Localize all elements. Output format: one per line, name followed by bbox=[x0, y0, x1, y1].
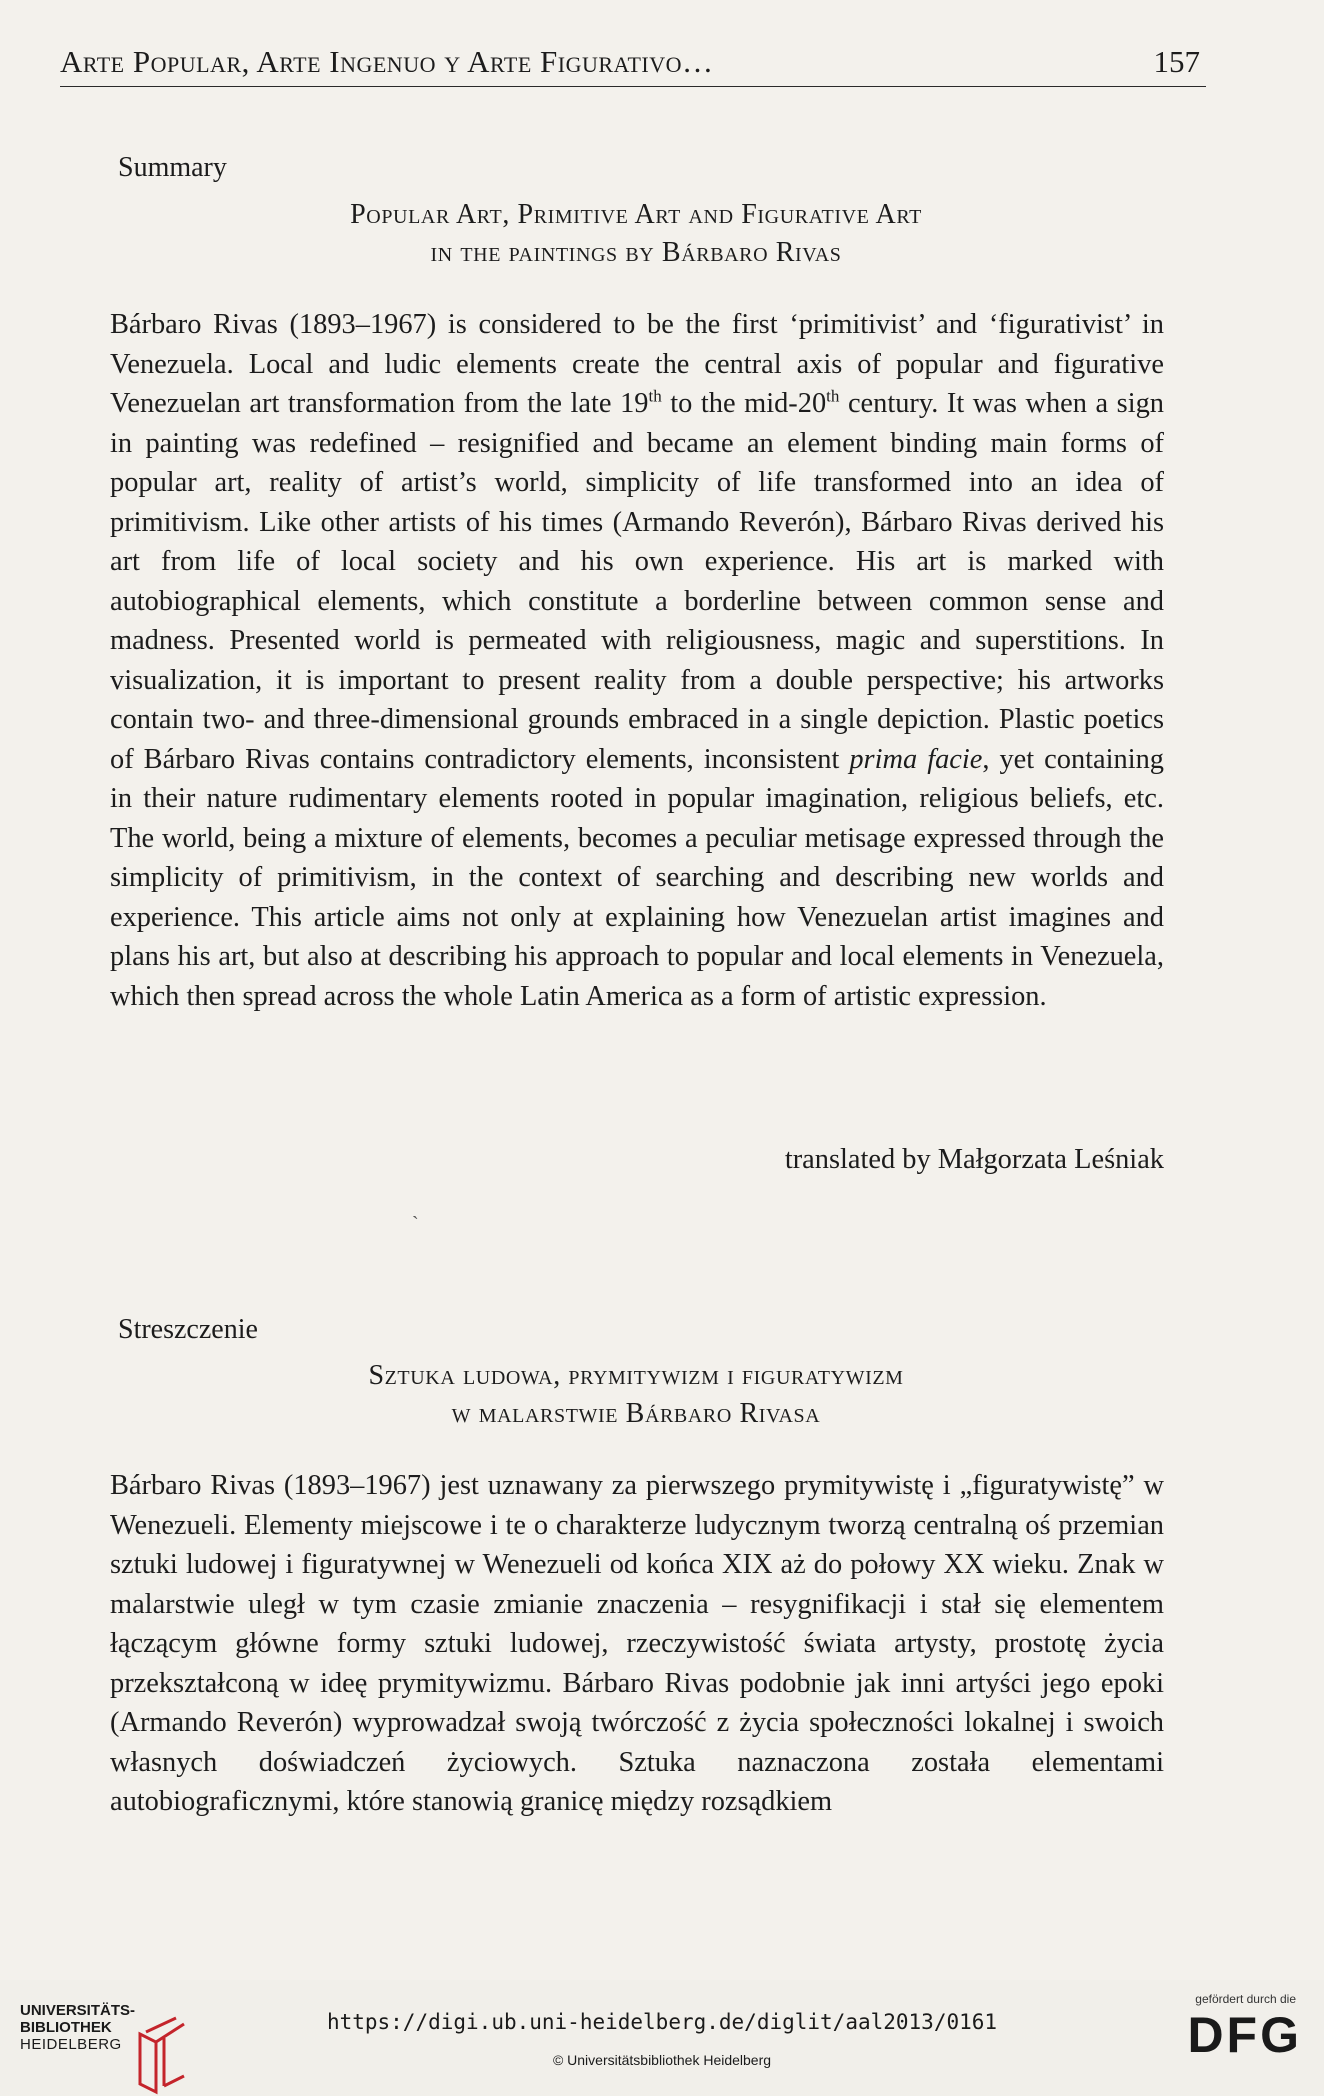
translator-credit: translated by Małgorzata Leśniak bbox=[784, 1144, 1164, 1175]
stray-mark: ` bbox=[412, 1213, 419, 1235]
summary-title-line-1: Popular Art, Primitive Art and Figurative Art bbox=[350, 199, 922, 230]
streszczenie-title-line-2: w malarstwie Bárbaro Rivasa bbox=[451, 1398, 821, 1429]
summary-body bbox=[110, 305, 1164, 1016]
streszczenie-label: Streszczenie bbox=[118, 1314, 258, 1345]
copyright-notice: © Universitätsbibliothek Heidelberg bbox=[552, 2052, 772, 2068]
library-name-line-2: BIBLIOTHEK bbox=[20, 2019, 112, 2036]
summary-title bbox=[110, 196, 1162, 272]
page-number: 157 bbox=[1153, 44, 1200, 79]
library-name-line-3: HEIDELBERG bbox=[20, 2036, 122, 2053]
streszczenie-text: Bárbaro Rivas (1893–1967) jest uznawany za pierwszego prymitywistę i „figuratywistę” w Wenezueli. Elementy miejscowe i te o charakterze ludycznym tworzą centralną oś przemian sztuki ludowej i figuratywnej w Wenezueli od końca XIX aż do połowy XX wieku. Znak w malarstwie uległ w tym czasie zmianie znaczenia – resygnifikacji i stał się elementem łączącym główne formy sztuki ludowej, rzeczywistość świata artysty, prostotę życia przekształconą w ideę prymitywizmu. Bárbaro Rivas podobnie jak inni artyści jego epoki (Armando Reverón) wyprowadzał swoją twórczość z życia społeczności lokalnej i swoich własnych doświadczeń życiowych. Sztuka naznaczona została elementami autobiograficznymi, które stanowią granicę między rozsądkiem bbox=[110, 1470, 1164, 1817]
dfg-logo[interactable]: DFG bbox=[1187, 2007, 1302, 2063]
library-name-line-1: UNIVERSITÄTS- bbox=[20, 2002, 136, 2019]
summary-title-line-2: in the paintings by Bárbaro Rivas bbox=[430, 237, 842, 268]
funder-label: gefördert durch die bbox=[1195, 1992, 1296, 2006]
summary-text: Bárbaro Rivas (1893–1967) is considered to be the first ‘primitivist’ and ‘figurativist’ in Venezuela. Local and ludic elements create the central axis of popular and figurative Venezuelan art transformation from the late 19th to the mid-20th century. It was when a sign in painting was redefined – resignified and became an element binding main forms of popular art, reality of artist’s world, simplicity of life transformed into an idea of primitivism. Like other artists of his times (Armando Reverón), Bárbaro Rivas derived his art from life of local society and his own experience. His art is marked with autobiographical elements, which constitute a borderline between common sense and madness. Presented world is permeated with religiousness, magic and superstitions. In visualization, it is important to present reality from a double perspective; his artworks contain two- and three-dimensional grounds embraced in a single depiction. Plastic poetics of Bárbaro Rivas contains contradictory elements, inconsistent prima facie, yet containing in their nature rudimentary elements rooted in popular imagination, religious beliefs, etc. The world, being a mixture of elements, becomes a peculiar metisage expressed through the simplicity of primitivism, in the context of searching and describing new worlds and experience. This article aims not only at explaining how Venezuelan artist imagines and plans his art, but also at describing his approach to popular and local elements in Venezuela, which then spread across the whole Latin America as a form of artistic expression. bbox=[110, 309, 1165, 1012]
streszczenie-title-line-1: Sztuka ludowa, prymitywizm i figuratywizm bbox=[368, 1360, 904, 1391]
streszczenie-body bbox=[110, 1466, 1164, 1822]
summary-label: Summary bbox=[118, 152, 227, 183]
permalink-url[interactable]: https://digi.ub.uni-heidelberg.de/diglit/aal2013/0161 bbox=[326, 2010, 998, 2034]
viewer-footer bbox=[0, 1980, 1324, 2089]
streszczenie-title bbox=[110, 1357, 1162, 1433]
running-header bbox=[60, 42, 1206, 87]
running-title: Arte Popular, Arte Ingenuo y Arte Figurativo… bbox=[60, 44, 714, 79]
